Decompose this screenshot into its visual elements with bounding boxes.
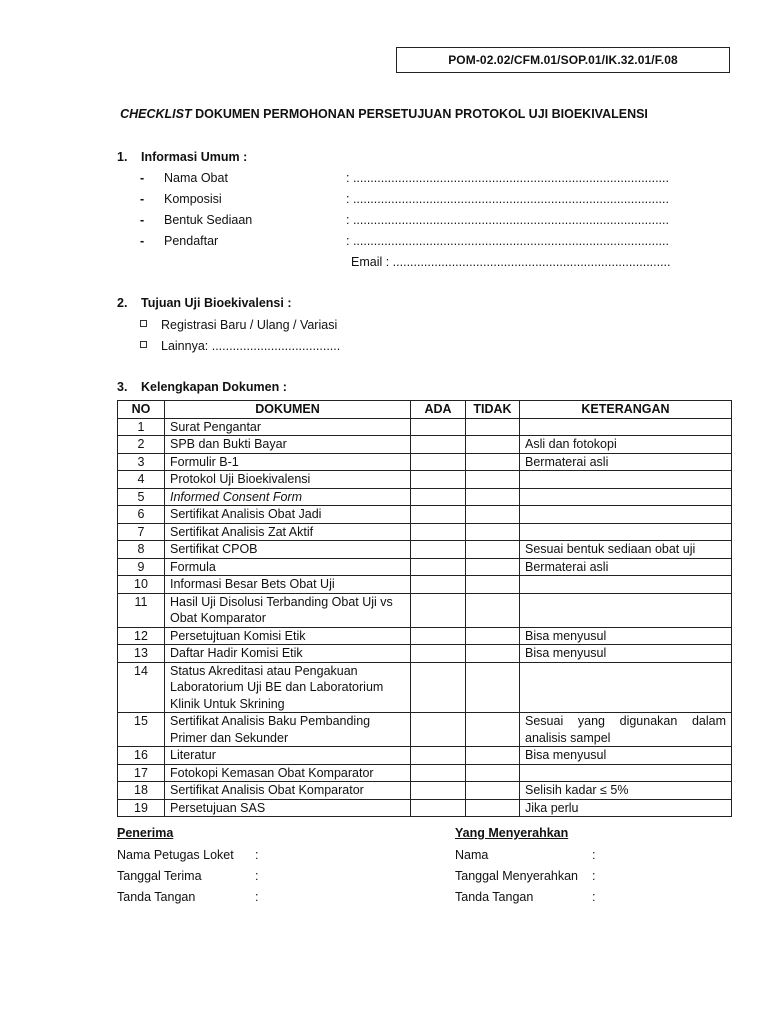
- row-keterangan: [520, 418, 732, 436]
- row-number: 7: [118, 523, 165, 541]
- table-row: [118, 453, 732, 471]
- row-ada-cell[interactable]: [411, 576, 466, 594]
- section-3-heading: [117, 380, 287, 394]
- row-tidak-cell[interactable]: [466, 799, 520, 817]
- option-label: Registrasi Baru / Ulang / Variasi: [161, 318, 338, 332]
- row-tidak-cell[interactable]: [466, 593, 520, 627]
- field-label: Bentuk Sediaan: [164, 213, 253, 227]
- row-keterangan: Bermaterai asli: [520, 558, 732, 576]
- row-number: 6: [118, 506, 165, 524]
- row-keterangan: [520, 764, 732, 782]
- row-ada-cell[interactable]: [411, 627, 466, 645]
- row-keterangan: [520, 576, 732, 594]
- row-ada-cell[interactable]: [411, 418, 466, 436]
- title-italic: CHECKLIST: [120, 107, 192, 121]
- row-tidak-cell[interactable]: [466, 576, 520, 594]
- row-document: Sertifikat Analisis Zat Aktif: [165, 523, 411, 541]
- row-number: 14: [118, 662, 165, 713]
- table-row: [118, 593, 732, 627]
- form-code-box: [396, 47, 730, 73]
- row-ada-cell[interactable]: [411, 713, 466, 747]
- row-keterangan: [520, 506, 732, 524]
- row-ada-cell[interactable]: [411, 799, 466, 817]
- row-tidak-cell[interactable]: [466, 488, 520, 506]
- row-number: 12: [118, 627, 165, 645]
- row-tidak-cell[interactable]: [466, 627, 520, 645]
- row-number: 5: [118, 488, 165, 506]
- table-row: [118, 662, 732, 713]
- table-row: [118, 418, 732, 436]
- row-keterangan: Sesuai yang digunakan dalam analisis sampel: [520, 713, 732, 747]
- field-value[interactable]: : ...........................................................................................: [346, 213, 669, 227]
- section-1-number: 1.: [117, 150, 128, 164]
- checkbox-icon[interactable]: [140, 320, 147, 327]
- row-tidak-cell[interactable]: [466, 436, 520, 454]
- row-ada-cell[interactable]: [411, 662, 466, 713]
- section-2-heading: [117, 296, 292, 310]
- section-3-number: 3.: [117, 380, 128, 394]
- row-ada-cell[interactable]: [411, 645, 466, 663]
- section-2-title: Tujuan Uji Bioekivalensi :: [141, 296, 292, 310]
- row-document: Sertifikat Analisis Baku Pembanding Primer dan Sekunder: [165, 713, 411, 747]
- row-ada-cell[interactable]: [411, 747, 466, 765]
- submitter-field-signature[interactable]: [455, 890, 605, 904]
- row-ada-cell[interactable]: [411, 471, 466, 489]
- row-ada-cell[interactable]: [411, 593, 466, 627]
- sig-colon: :: [255, 848, 259, 862]
- table-row: [118, 523, 732, 541]
- row-number: 8: [118, 541, 165, 559]
- row-keterangan: Jika perlu: [520, 799, 732, 817]
- row-document: Formula: [165, 558, 411, 576]
- row-number: 2: [118, 436, 165, 454]
- table-row: [118, 576, 732, 594]
- table-row: [118, 558, 732, 576]
- table-row: [118, 436, 732, 454]
- row-document: Persetujtuan Komisi Etik: [165, 627, 411, 645]
- row-number: 1: [118, 418, 165, 436]
- table-row: [118, 645, 732, 663]
- row-tidak-cell[interactable]: [466, 782, 520, 800]
- row-tidak-cell[interactable]: [466, 662, 520, 713]
- row-tidak-cell[interactable]: [466, 418, 520, 436]
- table-row: [118, 747, 732, 765]
- section-2-number: 2.: [117, 296, 128, 310]
- col-header-no: NO: [118, 401, 165, 419]
- row-document: Formulir B-1: [165, 453, 411, 471]
- field-value[interactable]: : ...........................................................................................: [346, 171, 669, 185]
- checkbox-icon[interactable]: [140, 341, 147, 348]
- col-header-tidak: TIDAK: [466, 401, 520, 419]
- row-document: Persetujuan SAS: [165, 799, 411, 817]
- row-document: Informasi Besar Bets Obat Uji: [165, 576, 411, 594]
- row-keterangan: [520, 662, 732, 713]
- table-header-row: [118, 401, 732, 419]
- row-keterangan: Sesuai bentuk sediaan obat uji: [520, 541, 732, 559]
- row-tidak-cell[interactable]: [466, 453, 520, 471]
- option-label: Lainnya: .....................................: [161, 339, 341, 353]
- row-document: Sertifikat Analisis Obat Komparator: [165, 782, 411, 800]
- col-header-keterangan: KETERANGAN: [520, 401, 732, 419]
- row-keterangan: [520, 523, 732, 541]
- sig-colon: :: [592, 848, 596, 862]
- field-label: Komposisi: [164, 192, 222, 206]
- bullet-dash: -: [140, 192, 145, 206]
- row-document: Status Akreditasi atau Pengakuan Laboratorium Uji BE dan Laboratorium Klinik Untuk Skrining: [165, 662, 411, 713]
- row-ada-cell[interactable]: [411, 541, 466, 559]
- section-3-title: Kelengkapan Dokumen :: [141, 380, 287, 394]
- sig-label: Tanda Tangan: [117, 890, 196, 904]
- row-document: Fotokopi Kemasan Obat Komparator: [165, 764, 411, 782]
- row-keterangan: [520, 593, 732, 627]
- row-number: 18: [118, 782, 165, 800]
- row-ada-cell[interactable]: [411, 523, 466, 541]
- table-row: [118, 713, 732, 747]
- submitter-field-date[interactable]: [455, 869, 605, 883]
- row-document: Daftar Hadir Komisi Etik: [165, 645, 411, 663]
- row-document: Literatur: [165, 747, 411, 765]
- row-tidak-cell[interactable]: [466, 747, 520, 765]
- row-document: Sertifikat Analisis Obat Jadi: [165, 506, 411, 524]
- sig-label: Tanda Tangan: [455, 890, 534, 904]
- row-number: 15: [118, 713, 165, 747]
- sig-colon: :: [255, 890, 259, 904]
- col-header-dokumen: DOKUMEN: [165, 401, 411, 419]
- row-tidak-cell[interactable]: [466, 764, 520, 782]
- bullet-dash: -: [140, 213, 145, 227]
- row-tidak-cell[interactable]: [466, 541, 520, 559]
- row-number: 10: [118, 576, 165, 594]
- receiver-field-date[interactable]: [117, 869, 267, 883]
- field-label: Pendaftar: [164, 234, 219, 248]
- bullet-dash: -: [140, 171, 145, 185]
- document-title: [0, 107, 768, 121]
- row-keterangan: [520, 488, 732, 506]
- table-row: [118, 799, 732, 817]
- sig-colon: :: [592, 890, 596, 904]
- table-row: [118, 488, 732, 506]
- field-value[interactable]: : ...........................................................................................: [346, 234, 669, 248]
- row-keterangan: [520, 471, 732, 489]
- sig-label: Tanggal Terima: [117, 869, 202, 883]
- row-number: 9: [118, 558, 165, 576]
- row-tidak-cell[interactable]: [466, 523, 520, 541]
- submitter-heading: Yang Menyerahkan: [455, 826, 569, 840]
- section-1-title: Informasi Umum :: [141, 150, 248, 164]
- table-row: [118, 782, 732, 800]
- col-header-ada: ADA: [411, 401, 466, 419]
- sig-label: Nama: [455, 848, 489, 862]
- row-document: SPB dan Bukti Bayar: [165, 436, 411, 454]
- receiver-field-signature[interactable]: [117, 890, 267, 904]
- row-ada-cell[interactable]: [411, 488, 466, 506]
- row-number: 11: [118, 593, 165, 627]
- receiver-field-name[interactable]: [117, 848, 267, 862]
- row-tidak-cell[interactable]: [466, 471, 520, 489]
- sig-label: Nama Petugas Loket: [117, 848, 234, 862]
- row-ada-cell[interactable]: [411, 782, 466, 800]
- table-row: [118, 541, 732, 559]
- field-email[interactable]: Email : ................................................................................: [351, 255, 671, 269]
- table-row: [118, 471, 732, 489]
- field-value[interactable]: : ...........................................................................................: [346, 192, 669, 206]
- field-label: Nama Obat: [164, 171, 228, 185]
- row-keterangan: Bermaterai asli: [520, 453, 732, 471]
- row-keterangan: Asli dan fotokopi: [520, 436, 732, 454]
- form-code: POM-02.02/CFM.01/SOP.01/IK.32.01/F.08: [448, 53, 678, 67]
- row-keterangan: Bisa menyusul: [520, 747, 732, 765]
- option-registrasi[interactable]: [140, 318, 337, 332]
- sig-label: Tanggal Menyerahkan: [455, 869, 578, 883]
- title-rest: DOKUMEN PERMOHONAN PERSETUJUAN PROTOKOL UJI BIOEKIVALENSI: [191, 107, 648, 121]
- sig-colon: :: [592, 869, 596, 883]
- table-row: [118, 627, 732, 645]
- row-document: Sertifikat CPOB: [165, 541, 411, 559]
- submitter-field-name[interactable]: [455, 848, 605, 862]
- row-tidak-cell[interactable]: [466, 506, 520, 524]
- table-row: [118, 764, 732, 782]
- row-keterangan: Bisa menyusul: [520, 627, 732, 645]
- option-lainnya[interactable]: [140, 339, 340, 353]
- row-document: Surat Pengantar: [165, 418, 411, 436]
- receiver-heading: Penerima: [117, 826, 174, 840]
- row-number: 16: [118, 747, 165, 765]
- row-document: Informed Consent Form: [165, 488, 411, 506]
- row-ada-cell[interactable]: [411, 764, 466, 782]
- row-tidak-cell[interactable]: [466, 713, 520, 747]
- section-1-heading: [117, 150, 247, 164]
- row-keterangan: Bisa menyusul: [520, 645, 732, 663]
- sig-colon: :: [255, 869, 259, 883]
- row-number: 13: [118, 645, 165, 663]
- row-ada-cell[interactable]: [411, 453, 466, 471]
- table-row: [118, 506, 732, 524]
- row-ada-cell[interactable]: [411, 506, 466, 524]
- row-ada-cell[interactable]: [411, 436, 466, 454]
- row-document: Hasil Uji Disolusi Terbanding Obat Uji vs Obat Komparator: [165, 593, 411, 627]
- row-number: 17: [118, 764, 165, 782]
- bullet-dash: -: [140, 234, 145, 248]
- row-number: 19: [118, 799, 165, 817]
- row-document: Protokol Uji Bioekivalensi: [165, 471, 411, 489]
- row-tidak-cell[interactable]: [466, 558, 520, 576]
- row-number: 4: [118, 471, 165, 489]
- row-keterangan: Selisih kadar ≤ 5%: [520, 782, 732, 800]
- document-checklist-table: [117, 400, 732, 817]
- row-ada-cell[interactable]: [411, 558, 466, 576]
- row-tidak-cell[interactable]: [466, 645, 520, 663]
- row-number: 3: [118, 453, 165, 471]
